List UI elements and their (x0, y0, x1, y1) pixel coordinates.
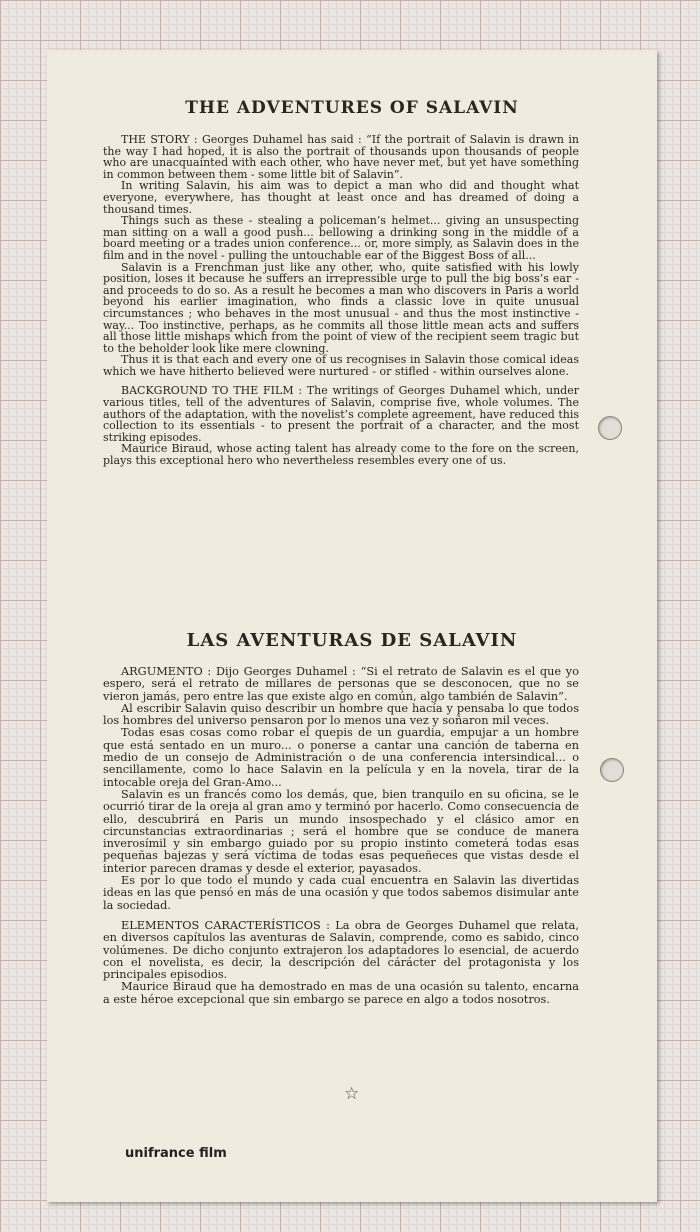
spanish-elements-paragraph: ELEMENTOS CARACTERÍSTICOS : La obra de Georges Duhamel que relata, en diversos capítulos las aventuras de Salavin, comprende, como es sabido, cinco volúmenes. De dicho conjunto extrajeron los adaptadores lo esencial, de acuerdo con el novelista, es decir, la descripción del cárácter del protagonista y los principales episodios. (103, 918, 579, 982)
punch-hole-top (598, 416, 622, 440)
unifrance-logo: unifrance film (125, 1146, 227, 1161)
english-background-paragraph: BACKGROUND TO THE FILM : The writings of Georges Duhamel which, under various titles, tell of the adventures of Salavin, comprise five, whole volumes. The authors of the adaptation, with the novelist’s complete agreement, have reduced this collection to its essentials - to present the portrait of a character, and the most striking episodes. (103, 384, 579, 444)
english-paragraph: In writing Salavin, his aim was to depict a man who did and thought what everyone, everywhere, has thought at least once and has dreamed of doing a thousand times. (103, 179, 579, 216)
english-paragraph: Salavin is a Frenchman just like any other, who, quite satisfied with his lowly position, loses it because he suffers an irrepressible urge to pull the big boss’s ear - and proceeds to do so. As a result he becomes a man who discovers in Paris a world beyond his earlier imagination, who finds a classic love in quite unusual circumstances ; who behaves in the most unusual - and thus the most instinctive - way... Too instinctive, perhaps, as he commits all those little mean acts and suffers all those little mishaps which from the point of view of the recipient seem tragic but to the beholder look like mere clowning. (103, 260, 579, 355)
spanish-argument-paragraph: ARGUMENTO : Dijo Georges Duhamel : “Si el retrato de Salavin es el que yo espero, será el retrato de millares de personas que se desconocen, que no se vieron jamás, pero entre las que existe algo en común, algo también de Salavin”. (103, 665, 579, 703)
english-paragraph: Thus it is that each and every one of us recognises in Salavin those comical ideas which we have hitherto believed were nurtured - or stifled - within ourselves alone. (103, 353, 579, 378)
english-paragraph: Things such as these - stealing a policeman’s helmet... giving an unsuspecting man sitting on a wall a good push... bellowing a drinking song in the middle of a board meeting or a trades union conference... or, more simply, as Salavin does in the film and in the novel - pulling the untouchable ear of the Biggest Boss of all... (103, 214, 579, 262)
spanish-paragraph: Salavin es un francés como los demás, que, bien tranquilo en su oficina, se le ocurrió tirar de la oreja al gran amo y terminó por hacerlo. Como consecuencia de ello, descubrirá en Paris un mundo insospechado y el clásico amor en circunstancias extraordinarias ; será el hombre que se conduce de manera inverosímil y sin embargo guiado por su propio instinto cometerá todas esas pequeñas bajezas y será víctima de todas esas pequeñeces que vistas desde el interior parecen dramas y desde el exterior, payasados. (103, 787, 579, 875)
spanish-paragraph: Es por lo que todo el mundo y cada cual encuentra en Salavin las divertidas ideas en las que pensó en más de una ocasión y que todos sabemos disimular ante la sociedad. (103, 874, 579, 912)
spanish-paragraph: Al escribir Salavin quiso describir un hombre que hacía y pensaba lo que todos los hombres del universo pensaron por lo menos una vez y soñaron mil veces. (103, 701, 579, 728)
english-title: THE ADVENTURES OF SALAVIN (185, 98, 519, 118)
punch-hole-bottom (600, 758, 624, 782)
spanish-paragraph: Todas esas cosas como robar el quepis de un guardia, empujar a un hombre que está sentado en un muro... o ponerse a cantar una canción de taberna en medio de un consejo de Administración o de una conferencia intersindical... o sencillamente, como lo hace Salavin en la película y en la novela, tirar de la intocable oreja del Gran-Amo... (103, 726, 579, 789)
english-body (103, 134, 579, 467)
press-sheet (47, 50, 657, 1202)
english-paragraph: Maurice Biraud, whose acting talent has already come to the fore on the screen, plays this exceptional hero who nevertheless resembles every one of us. (103, 442, 579, 468)
spanish-paragraph: Maurice Biraud que ha demostrado en mas de una ocasión su talento, encarna a este héroe excepcional que sin embargo se parece en algo a todos nosotros. (103, 980, 579, 1006)
spanish-title: LAS AVENTURAS DE SALAVIN (186, 630, 518, 651)
star-icon: ☆ (344, 1084, 360, 1104)
spanish-body (103, 666, 579, 1006)
english-story-paragraph: THE STORY : Georges Duhamel has said : “If the portrait of Salavin is drawn in the way I had hoped, it is also the portrait of thousands upon thousands of people who are unacquainted with each other, who have never met, but yet have something in common between them - some little bit of Salavin”. (103, 133, 579, 181)
